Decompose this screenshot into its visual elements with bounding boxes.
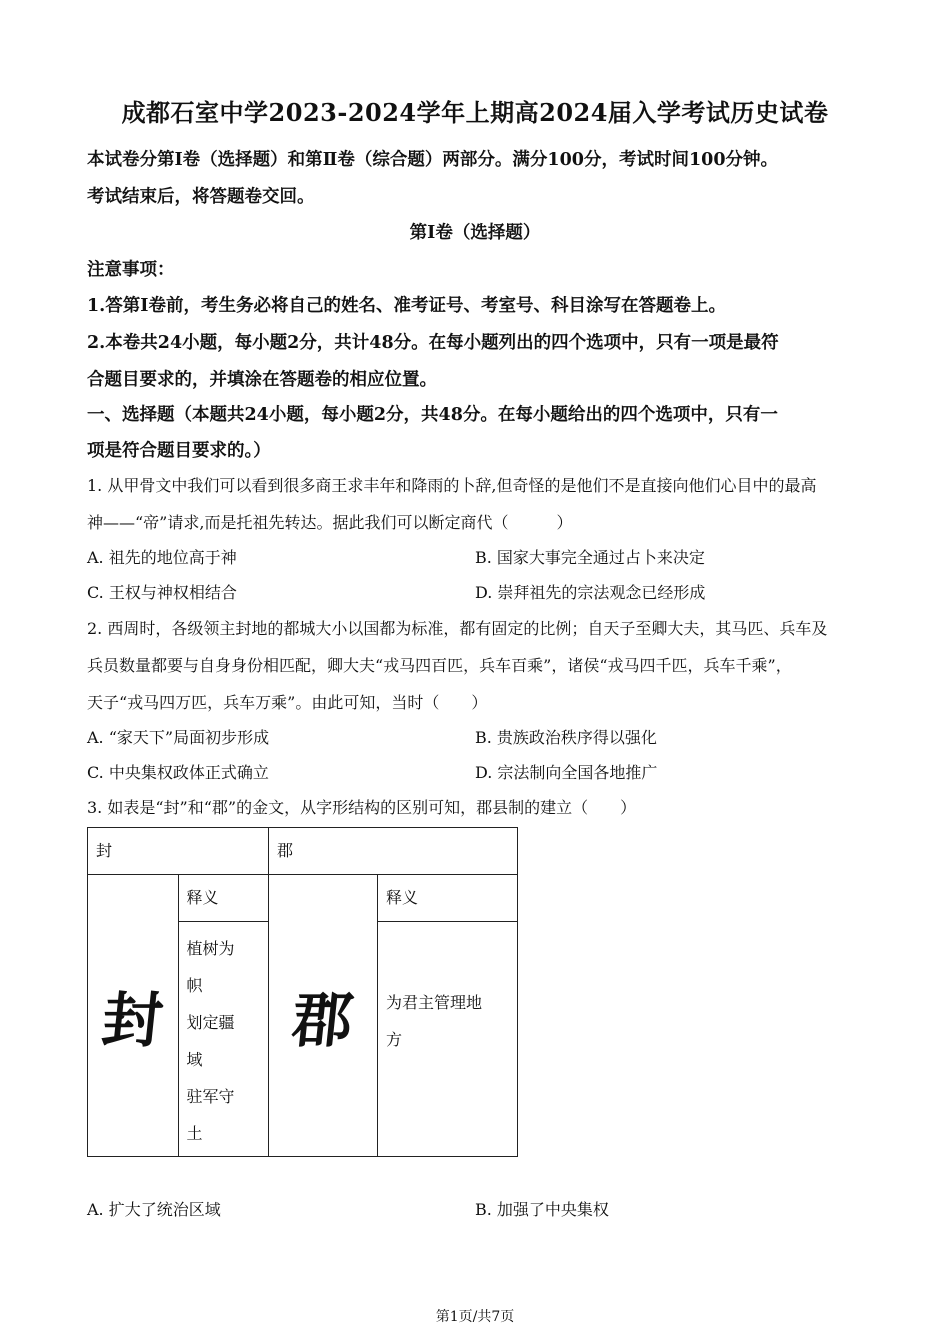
- q2-option-c: C. 中央集权政体正式确立: [87, 763, 269, 782]
- q1-option-d: D. 崇拜祖先的宗法观念已经形成: [475, 583, 706, 602]
- q1-option-b: B. 国家大事完全通过占卜来决定: [475, 548, 705, 567]
- table-header-feng: 封: [88, 828, 269, 875]
- section-title: 第Ⅰ卷（选择题）: [409, 223, 541, 243]
- q2-line-2: 兵员数量都要与自身身份相匹配，卿大夫“戎马四百匹，兵车百乘”，诸侯“戎马四千匹，兵车千乘”，: [87, 656, 792, 675]
- q2-option-b: B. 贵族政治秩序得以强化: [475, 728, 657, 747]
- q3-option-a: A. 扩大了统治区域: [87, 1200, 221, 1219]
- notice-1: 1.答第Ⅰ卷前，考生务必将自己的姓名、准考证号、考室号、科目涂写在答题卷上。: [87, 296, 726, 316]
- q2-option-d: D. 宗法制向全国各地推广: [475, 763, 658, 782]
- q1-line-1: 1. 从甲骨文中我们可以看到很多商王求丰年和降雨的卜辞,但奇怪的是他们不是直接向他们心目中的最高: [87, 476, 817, 495]
- q1-line-2: 神——“帝”请求,而是托祖先转达。据此我们可以断定商代（ ）: [87, 513, 573, 532]
- part-heading-1: 一、选择题（本题共24小题，每小题2分，共48分。在每小题给出的四个选项中，只有一: [87, 405, 778, 425]
- feng-glyph-image: 封: [98, 985, 166, 1056]
- feng-bronze-glyph: [88, 875, 179, 1157]
- feng-def-line: 划定疆: [186, 1013, 235, 1032]
- notice-heading: 注意事项：: [87, 260, 175, 280]
- q1-option-a: A. 祖先的地位高于神: [87, 548, 237, 567]
- jun-meaning-label: 释义: [377, 875, 517, 922]
- feng-meaning-label: 释义: [178, 875, 269, 922]
- jun-bronze-glyph: [269, 875, 378, 1157]
- feng-def-line: 域: [186, 1050, 203, 1069]
- character-table: [87, 827, 518, 1157]
- jun-def-line: 为君主管理地: [385, 993, 482, 1012]
- q2-option-a: A. “家天下”局面初步形成: [87, 728, 270, 747]
- page-footer: 第1页/共7页: [435, 1309, 515, 1325]
- jun-def-line: 方: [385, 1030, 402, 1049]
- jun-meaning-text: [377, 922, 517, 1157]
- intro-line-2: 考试结束后，将答题卷交回。: [87, 187, 315, 207]
- feng-def-line: 土: [186, 1124, 203, 1143]
- q3-option-b: B. 加强了中央集权: [475, 1200, 609, 1219]
- intro-line-1: 本试卷分第Ⅰ卷（选择题）和第Ⅱ卷（综合题）两部分。满分100分，考试时间100分钟。: [87, 150, 778, 170]
- feng-def-line: 帜: [186, 976, 203, 995]
- feng-def-line: 驻军守: [186, 1087, 235, 1106]
- jun-glyph-image: 郡: [288, 985, 357, 1056]
- table-header-jun: 郡: [269, 828, 518, 875]
- notice-2-cont: 合题目要求的，并填涂在答题卷的相应位置。: [87, 370, 437, 390]
- q1-option-c: C. 王权与神权相结合: [87, 583, 237, 602]
- part-heading-2: 项是符合题目要求的。）: [87, 441, 271, 461]
- feng-meaning-text: [178, 922, 269, 1157]
- q2-line-3: 天子“戎马四万匹，兵车万乘”。由此可知，当时（ ）: [87, 693, 488, 712]
- q2-line-1: 2. 西周时，各级领主封地的都城大小以国都为标准，都有固定的比例；自天子至卿大夫，其马匹、兵车及: [87, 619, 828, 638]
- q3-line: 3. 如表是“封”和“郡”的金文，从字形结构的区别可知，郡县制的建立（ ）: [87, 798, 637, 817]
- feng-def-line: 植树为: [186, 939, 235, 958]
- exam-title: 成都石室中学2023-2024学年上期高2024届入学考试历史试卷: [121, 98, 829, 127]
- notice-2: 2.本卷共24小题，每小题2分，共计48分。在每小题列出的四个选项中，只有一项是最符: [87, 333, 779, 353]
